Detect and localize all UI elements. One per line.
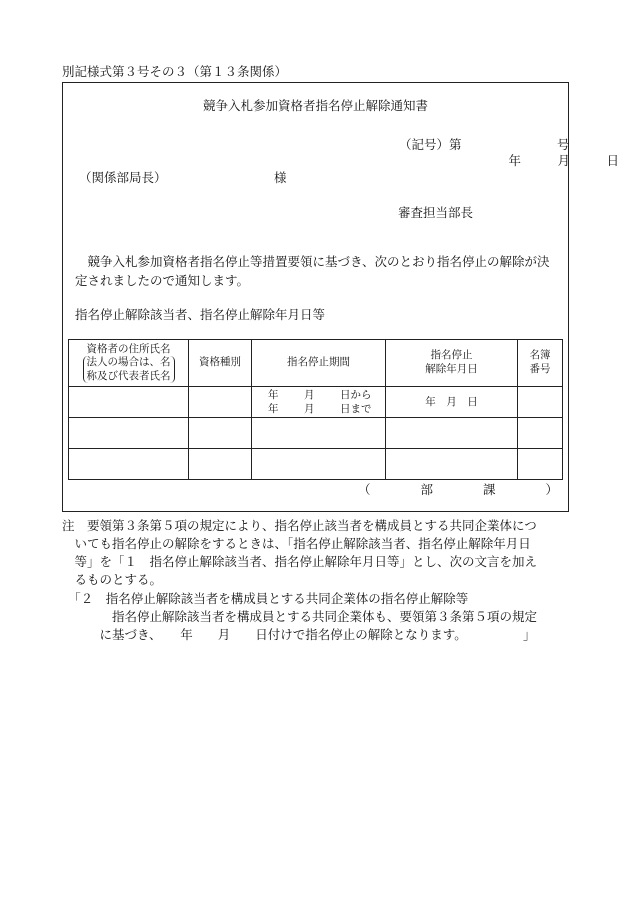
document-title: 競争入札参加資格者指名停止解除通知書	[202, 98, 428, 113]
period-from-year: 年	[268, 388, 279, 401]
table-row	[69, 387, 563, 418]
cell-holder	[69, 387, 189, 418]
header-suspension-period: 指名停止期間	[252, 340, 386, 387]
header-release-line1: 指名停止	[430, 349, 473, 362]
header-register-line2: 番号	[529, 363, 551, 375]
note-line: いても指名停止の解除をするときは、「指名停止解除該当者、指名停止解除年月日	[62, 536, 531, 552]
reference-number-suffix: 号	[557, 137, 570, 152]
form-label: 別記様式第３号その３（第１３条関係）	[62, 64, 288, 79]
notice-body: 競争入札参加資格者指名停止等措置要領に基づき、次のとおり指名停止の解除が決定されましたので通知します。	[75, 254, 550, 288]
cell-period	[252, 449, 386, 480]
release-table	[68, 339, 563, 480]
cell-period	[252, 387, 386, 418]
header-holder-line2: 法人の場合は、名	[86, 356, 171, 369]
header-holder-note	[83, 356, 175, 382]
cell-qualification	[189, 449, 252, 480]
cell-release-date: 年 月 日	[386, 387, 518, 418]
header-release-line2: 解除年月日	[425, 363, 478, 375]
note-line: 指名停止解除該当者を構成員とする共同企業体も、要領第３条第５項の規定	[62, 608, 538, 624]
note-line: 等」を「１ 指名停止解除該当者、指名停止解除年月日等」とし、次の文言を加え	[62, 554, 538, 570]
period-from-day: 日から	[340, 388, 372, 401]
note-line: 注 要領第３条第５項の規定により、指名停止該当者を構成員とする共同企業体につ	[62, 518, 537, 533]
cell-register-number	[518, 449, 563, 480]
period-from-month: 月	[304, 388, 315, 401]
cell-holder	[69, 449, 189, 480]
reference-number-label: （記号）第	[399, 137, 462, 152]
issue-day-label: 日	[606, 153, 619, 168]
honorific: 様	[274, 170, 287, 185]
cell-register-number	[518, 387, 563, 418]
addressee: （関係部局長）	[79, 170, 167, 185]
cell-register-number	[518, 418, 563, 449]
list-heading: 指名停止解除該当者、指名停止解除年月日等	[75, 307, 326, 322]
header-holder-line1: 資格者の住所氏名	[86, 342, 171, 355]
issuer: 審査担当部長	[398, 205, 474, 220]
header-register-number	[518, 340, 563, 387]
issue-year-label: 年	[508, 153, 521, 168]
notes	[62, 517, 572, 644]
header-qualification: 資格種別	[189, 340, 252, 387]
header-register-line1: 名簿	[529, 349, 551, 362]
header-holder	[69, 340, 189, 387]
note-line: 「２ 指名停止解除該当者を構成員とする共同企業体の指名停止解除等	[62, 590, 469, 606]
cell-period	[252, 418, 386, 449]
notice-frame	[62, 82, 619, 512]
cell-release-date	[386, 449, 518, 480]
table-row	[69, 449, 563, 480]
cell-qualification	[189, 418, 252, 449]
table-row	[69, 418, 563, 449]
department-footer: （ 部 課 ）	[358, 482, 559, 497]
cell-qualification	[189, 387, 252, 418]
header-holder-line3: 称及び代表者氏名	[86, 369, 171, 382]
cell-release-date	[386, 418, 518, 449]
period-to-month: 月	[304, 403, 315, 415]
note-line: に基づき、 年 月 日付けで指名停止の解除となります。 」	[62, 626, 536, 642]
period-to-day: 日まで	[340, 403, 372, 415]
note-line: るものとする。	[62, 572, 163, 588]
cell-holder	[69, 418, 189, 449]
header-release-date	[386, 340, 518, 387]
period-to-year: 年	[268, 403, 279, 415]
issue-date	[467, 153, 619, 170]
issue-month-label: 月	[557, 153, 570, 168]
